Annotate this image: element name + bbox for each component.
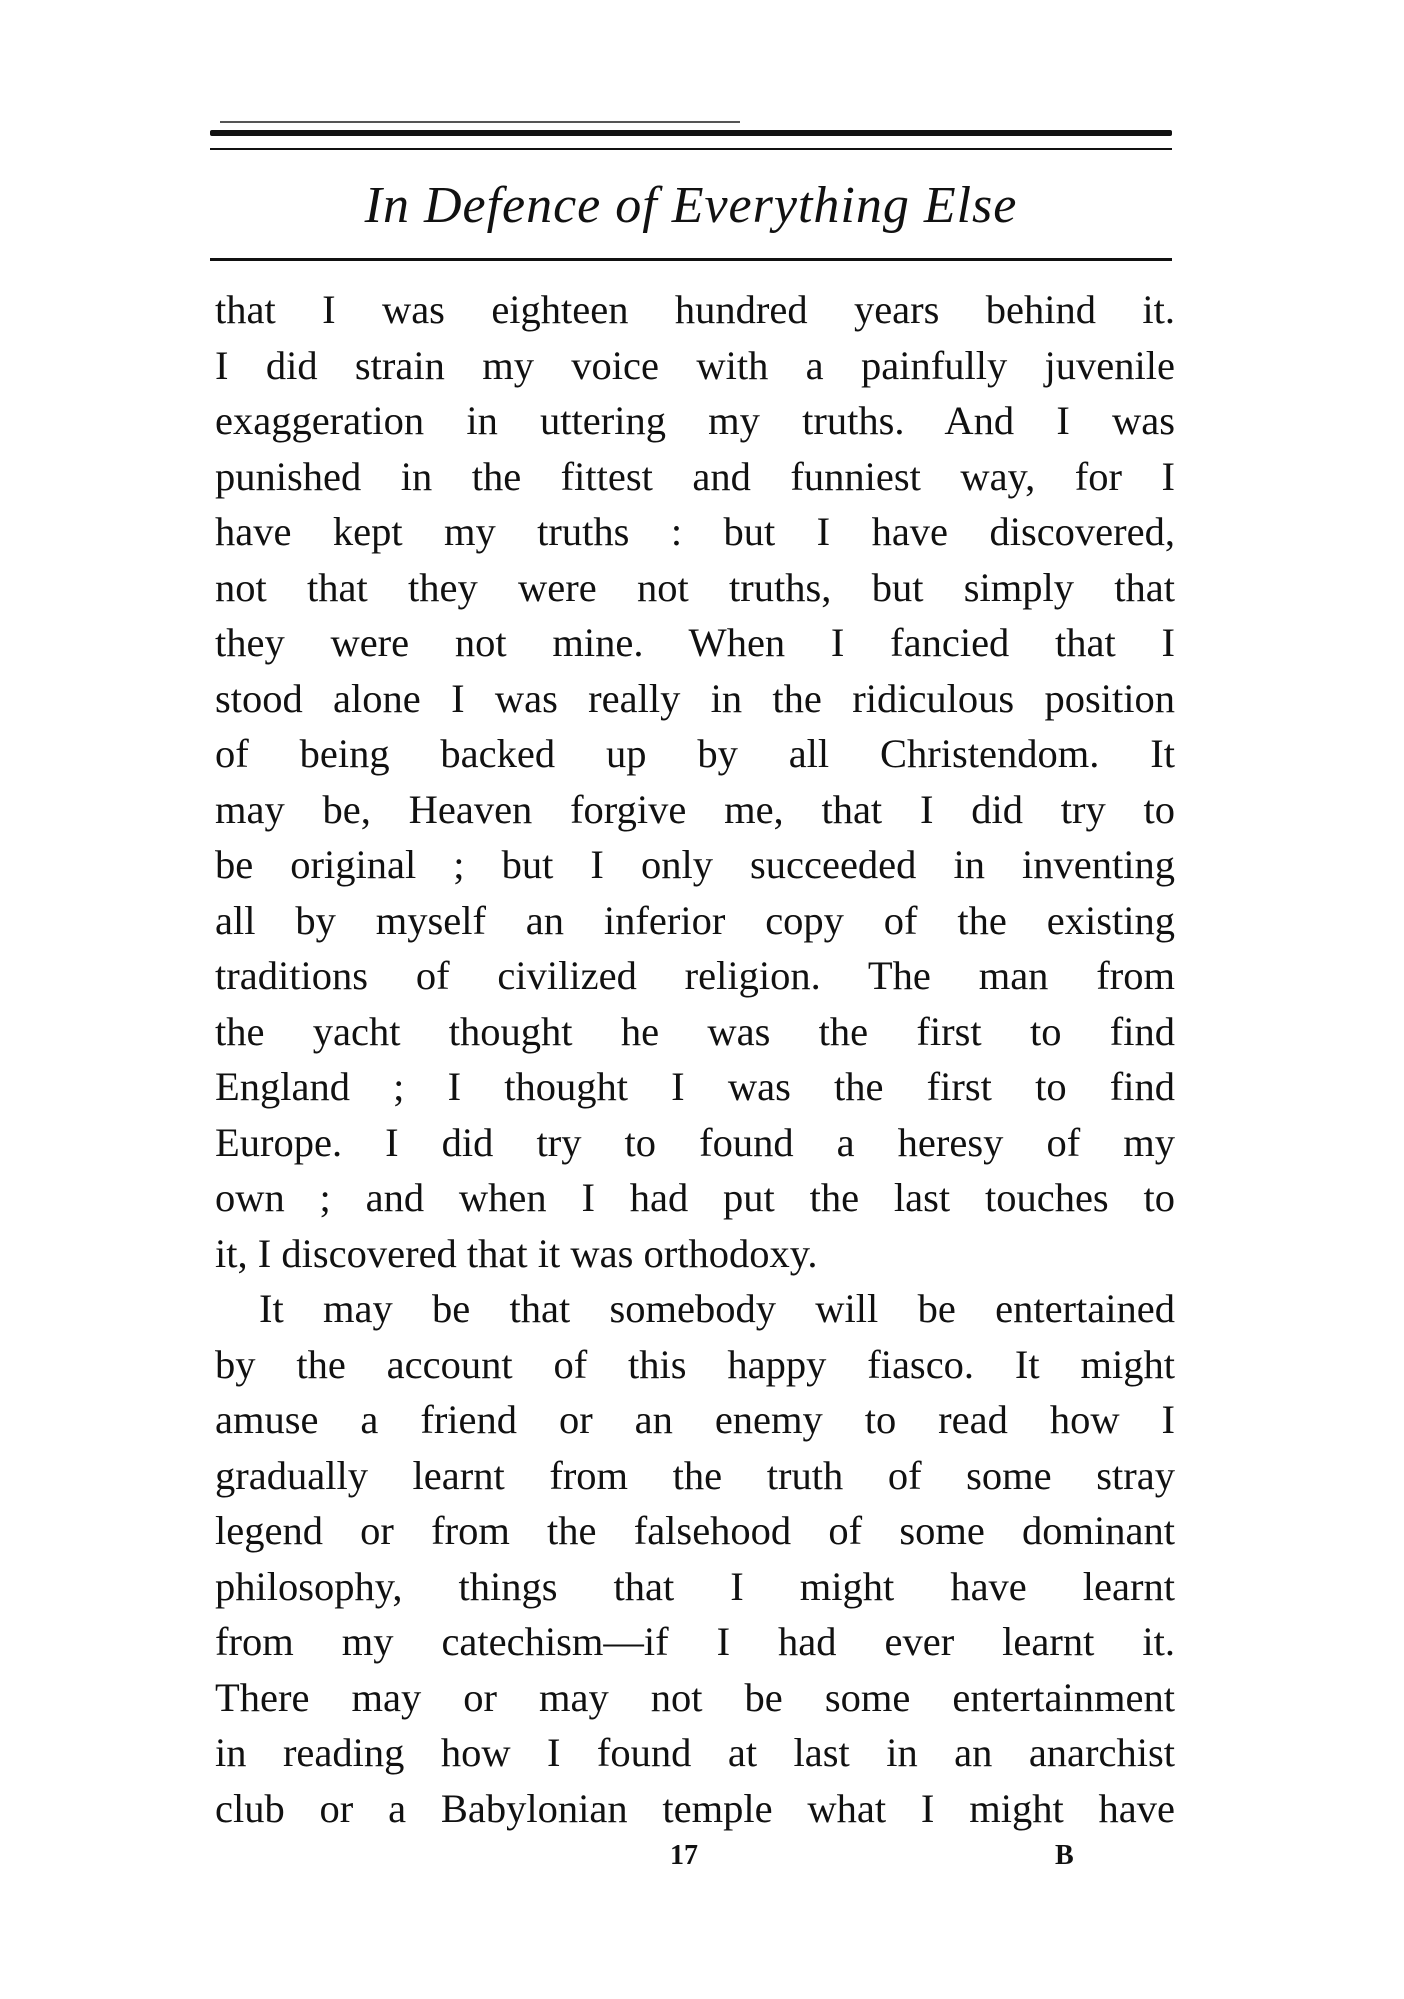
signature-mark: B [1055,1840,1074,1871]
paragraph-end-line: it, I discovered that it was orthodoxy. [215,1230,818,1276]
header-thick-rule [210,130,1172,136]
text-line: the yacht thought he was the first to find [215,1008,1175,1054]
paragraph-start-line: It may be that somebody will be entertained [259,1286,1175,1331]
text-line: own ; and when I had put the last touches to [215,1175,1175,1220]
text-line: of being backed up by all Christendom. It [215,731,1175,776]
text-line: gradually learnt from the truth of some stray [215,1452,1175,1498]
text-line: traditions of civilized religion. The man from [215,953,1175,998]
text-line: not that they were not truths, but simply that [215,564,1175,610]
header-faint-rule [220,121,740,123]
text-line: I did strain my voice with a painfully juvenile [215,342,1175,388]
running-head: In Defence of Everything Else [364,177,1018,234]
text-line: by the account of this happy fiasco. It might [215,1341,1175,1387]
text-line: punished in the fittest and funniest way, for I [215,453,1175,499]
text-line: that I was eighteen hundred years behind it. [215,287,1175,332]
text-line: have kept my truths : but I have discovered, [215,509,1175,554]
text-line: legend or from the falsehood of some dominant [215,1508,1175,1553]
body-text [215,282,1175,1836]
text-line: stood alone I was really in the ridiculous position [215,675,1175,721]
text-line: There may or may not be some entertainment [215,1674,1175,1720]
text-line: Europe. I did try to found a heresy of my [215,1119,1175,1165]
page-number: 17 [670,1840,698,1871]
text-line: from my catechism—if I had ever learnt it. [215,1619,1175,1664]
text-line: they were not mine. When I fancied that I [215,620,1175,665]
text-line: be original ; but I only succeeded in inventing [215,842,1175,887]
text-line: club or a Babylonian temple what I might have [215,1785,1175,1831]
text-line: may be, Heaven forgive me, that I did try to [215,786,1175,832]
text-line: England ; I thought I was the first to find [215,1064,1175,1109]
text-line: philosophy, things that I might have learnt [215,1563,1175,1609]
header-bottom-rule [210,258,1172,261]
text-line: amuse a friend or an enemy to read how I [215,1397,1175,1442]
page-footer [210,1840,1172,1880]
header-thin-rule [210,148,1172,150]
text-line: exaggeration in uttering my truths. And I was [215,398,1175,443]
text-line: in reading how I found at last in an anarchist [215,1730,1175,1775]
text-line: all by myself an inferior copy of the existing [215,897,1175,943]
